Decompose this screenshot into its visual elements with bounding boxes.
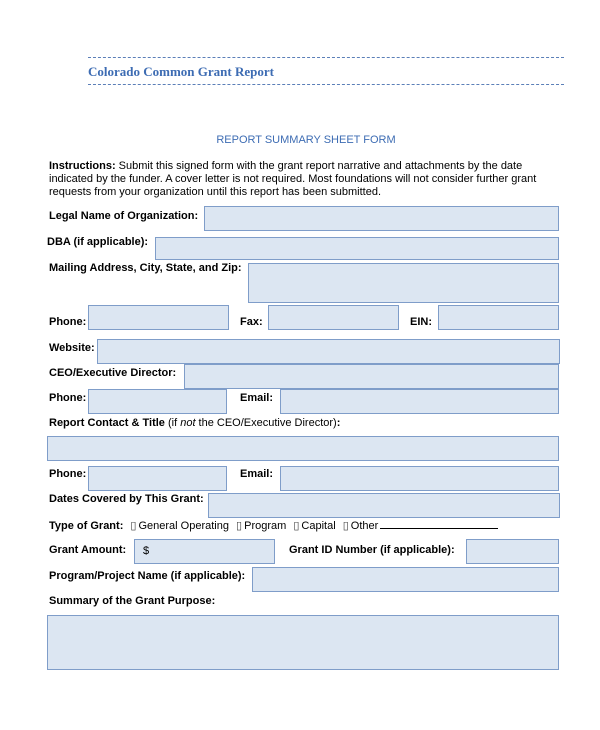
phone-label: Phone: — [49, 316, 87, 328]
other-line-field[interactable] — [380, 519, 498, 529]
ceo-phone-label: Phone: — [49, 392, 87, 404]
grant-id-label: Grant ID Number (if applicable): — [289, 544, 455, 556]
program-name-label: Program/Project Name (if applicable): — [49, 570, 246, 582]
fax-field[interactable] — [268, 305, 399, 330]
report-contact-not: not — [180, 417, 196, 429]
dates-covered-label: Dates Covered by This Grant: — [49, 493, 204, 505]
instructions-label: Instructions: — [49, 160, 116, 172]
form-title: REPORT SUMMARY SHEET FORM — [216, 134, 396, 146]
contact-email-field[interactable] — [280, 466, 559, 491]
report-title: Colorado Common Grant Report — [88, 64, 274, 79]
capital-label: Capital — [301, 520, 336, 532]
grant-amount-label: Grant Amount: — [49, 544, 127, 556]
instructions-text: Submit this signed form with the grant report narrative and attachments by the date indicated by the funder. A cover letter is not required. Most foundations will not consider further grant requests from your organization until this report has been submitted. — [49, 160, 537, 198]
program-name-field[interactable] — [252, 567, 559, 592]
program-label: Program — [244, 520, 287, 532]
dba-label: DBA (if applicable): — [47, 236, 149, 248]
ein-field[interactable] — [438, 305, 559, 330]
report-contact-label — [49, 417, 340, 429]
dba-field[interactable] — [155, 237, 559, 260]
legal-name-field[interactable] — [204, 206, 559, 231]
general-operating-label: General Operating — [138, 520, 229, 532]
grant-amount-field[interactable] — [134, 539, 275, 564]
type-of-grant-label: Type of Grant: — [49, 520, 124, 532]
other-label: Other — [350, 520, 379, 532]
report-contact-colon: : — [336, 417, 341, 429]
instructions — [49, 160, 569, 199]
report-contact-paren-open: (if — [164, 417, 181, 429]
mailing-address-field[interactable] — [248, 263, 559, 303]
header-rule-bottom — [88, 84, 564, 85]
report-contact-field[interactable] — [47, 436, 559, 461]
header-rule-top — [88, 57, 564, 58]
fax-label: Fax: — [240, 316, 263, 328]
mailing-address-label: Mailing Address, City, State, and Zip: — [49, 262, 242, 274]
legal-name-label: Legal Name of Organization: — [49, 210, 199, 222]
summary-field[interactable] — [47, 615, 559, 670]
contact-phone-label: Phone: — [49, 468, 87, 480]
phone-field[interactable] — [88, 305, 229, 330]
ceo-label: CEO/Executive Director: — [49, 367, 177, 379]
contact-phone-field[interactable] — [88, 466, 227, 491]
ceo-email-field[interactable] — [280, 389, 559, 414]
other-checkbox[interactable]: ▯ — [342, 520, 349, 532]
grant-type-row — [49, 519, 498, 532]
program-checkbox[interactable]: ▯ — [236, 520, 243, 532]
dollar-sign: $ — [143, 545, 150, 557]
general-operating-checkbox[interactable]: ▯ — [130, 520, 137, 532]
contact-email-label: Email: — [240, 468, 274, 480]
ceo-email-label: Email: — [240, 392, 274, 404]
website-label: Website: — [49, 342, 95, 354]
ein-label: EIN: — [410, 316, 432, 328]
ceo-phone-field[interactable] — [88, 389, 227, 414]
ceo-field[interactable] — [184, 364, 559, 389]
report-contact-prefix: Report Contact & Title — [49, 417, 165, 429]
report-contact-paren-rest: the CEO/Executive Director) — [195, 417, 337, 429]
dates-covered-field[interactable] — [208, 493, 560, 518]
capital-checkbox[interactable]: ▯ — [293, 520, 300, 532]
website-field[interactable] — [97, 339, 560, 364]
grant-id-field[interactable] — [466, 539, 559, 564]
summary-label: Summary of the Grant Purpose: — [49, 595, 216, 607]
